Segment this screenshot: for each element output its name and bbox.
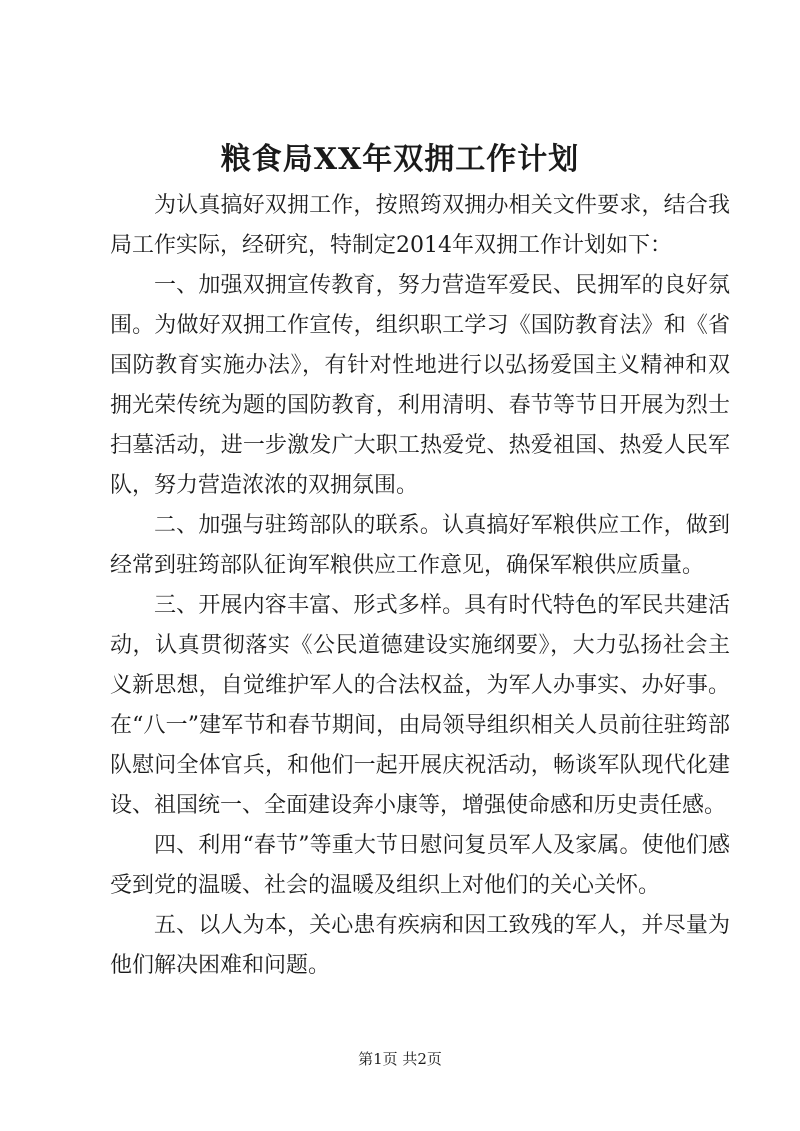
page-footer (0, 1048, 800, 1070)
document-title: 粮食局XX年双拥工作计划 (220, 142, 580, 177)
paragraph-section-1: 一、加强双拥宣传教育，努力营造军爱民、民拥军的良好氛围。为做好双拥工作宣传，组织职工学习《国防教育法》和《省国防教育实施办法》，有针对性地进行以弘扬爱国主义精神和双拥光荣传统为题的国防教育，利用清明、春节等节日开展为烈士扫墓活动，进一步激发广大职工热爱党、热爱祖国、热爱人民军队，努力营造浓浓的双拥氛围。 (110, 273, 730, 498)
paragraph-section-3: 三、开展内容丰富、形式多样。具有时代特色的军民共建活动，认真贯彻落实《公民道德建设实施纲要》，大力弘扬社会主义新思想，自觉维护军人的合法权益，为军人办事实、办好事。在“八一”建军节和春节期间，由局领导组织相关人员前往驻筠部队慰问全体官兵，和他们一起开展庆祝活动，畅谈军队现代化建设、祖国统一、全面建设奔小康等，增强使命感和历史责任感。 (110, 593, 730, 818)
paragraph-section-4: 四、利用“春节”等重大节日慰问复员军人及家属。使他们感受到党的温暖、社会的温暖及组织上对他们的关心关怀。 (110, 833, 730, 898)
paragraph-section-5: 五、以人为本，关心患有疾病和因工致残的军人，并尽量为他们解决困难和问题。 (110, 913, 730, 978)
paragraph-section-2: 二、加强与驻筠部队的联系。认真搞好军粮供应工作，做到经常到驻筠部队征询军粮供应工作意见，确保军粮供应质量。 (110, 513, 730, 578)
document-body (110, 186, 730, 986)
paragraph-intro: 为认真搞好双拥工作，按照筠双拥办相关文件要求，结合我局工作实际，经研究，特制定2014年双拥工作计划如下： (110, 193, 730, 258)
page-number-label: 第1页 共2页 (358, 1050, 442, 1068)
